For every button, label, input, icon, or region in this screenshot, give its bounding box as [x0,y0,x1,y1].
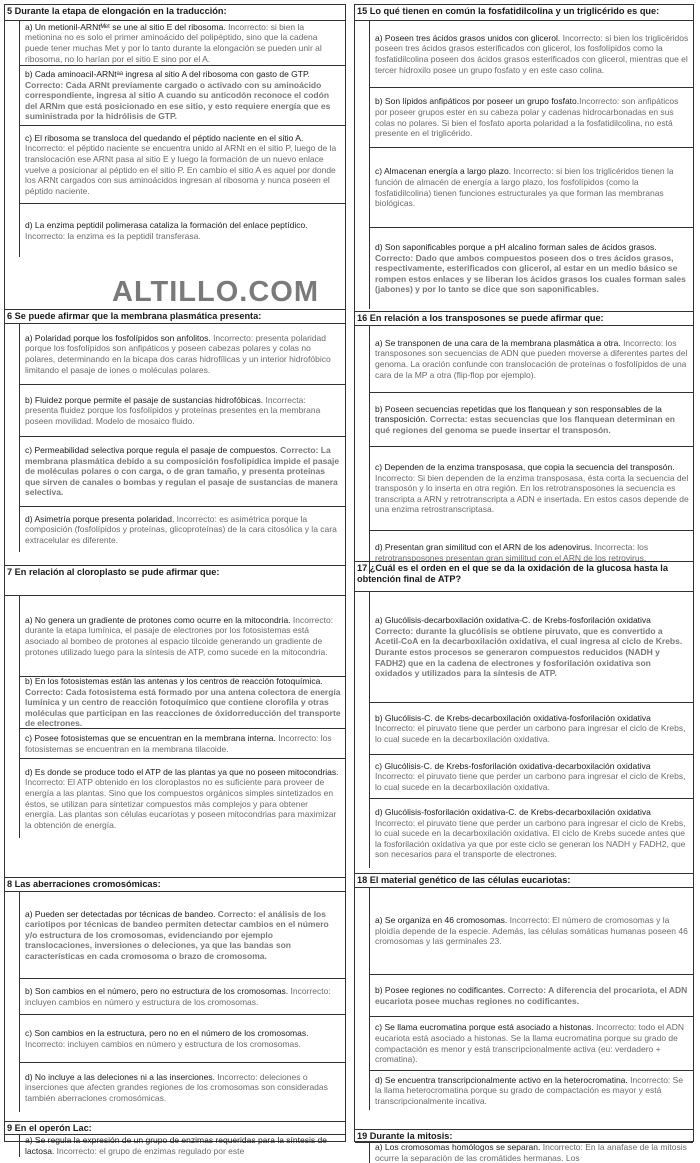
correct-explanation: Correcto: Dado que ambos compuestos poseen dos o tres ácidos grasos, respectivamente, esterificados con glicerol, al estar en un medio básico se rompen estos enlaces y se liberan los ácidos grasos los cuales forman sales (jabones) y por lo tanto se dice que son saponificables. [375,252,686,295]
question-block [355,5,693,309]
answer-option [369,1016,693,1070]
answer-option [19,65,345,125]
option-text: b) Son cambios en el número, pero no estructura de los cromosomas. [25,985,289,996]
answer-option [369,227,693,309]
incorrect-explanation: Incorrecto: incluyen cambios en número y estructura de los cromosomas. [25,985,331,1007]
incorrect-explanation: Incorrecta: presenta fluidez porque los fosfolípidos y proteínas presentes en la membrana poseen movilidad. Modelo de mosaico fluido. [25,394,321,426]
question-block [355,1129,693,1162]
answer-option [369,974,693,1016]
answer-option [369,1143,693,1163]
answer-option [19,892,345,978]
question-title: 15 Lo qué tienen en común la fosfatidilcolina y un triglicérido es que: [355,5,693,21]
question-title: 9 En el operón Lac: [5,1122,345,1135]
option-text: a) Un metionil-ARNtᴹᵉᵗ se une al sitio E del ribosoma. [25,21,226,32]
question-title: 8 Las aberraciones cromosómicas: [5,878,345,892]
answer-option [369,1070,693,1110]
question-title: 6 Se puede afirmar que la membrana plasmática presenta: [5,310,345,324]
correct-explanation: Correcta: estas secuencias que los flanquean determinan en qué regiones del genoma se puede insertar el transposón. [375,414,675,435]
question-block [355,311,693,573]
correct-explanation: Correcto: A diferencia del procariota, el ADN eucariota posee muchas regiones no codificantes. [375,984,688,1006]
option-text: b) Glucólisis-C. de Krebs-decarboxilación oxidativa-fosforilación oxidativa [375,712,651,723]
answer-option [369,592,693,702]
incorrect-explanation: Incorrecto: si bien los triglicéridos tienen la función de almacén de energía a largo plazo, los fosfolípidos (como la fosfatidilcolina) tienen funciones estructurales ya que forman las membranas biológicas. [375,166,674,209]
incorrect-explanation: Incorrecto: el piruvato tiene que perder un carbono para ingresar el ciclo de Krebs, lo cual sucede en la decarboxilación oxidativa. El ciclo de Krebs sucede antes que la fosforilación oxidativa ya que por este ciclo se generan los NADH y FADH2, que son necesarios para el transporte de electrones. [375,817,686,860]
incorrect-explanation: Incorrecto: el piruvato tiene que perder un carbono para ingresar el ciclo de Krebs, lo cual sucede en la decarboxilación oxidativa. [375,771,686,792]
answer-option [19,978,345,1014]
question-title: 18 El material genético de las células eucariotas: [355,874,693,888]
option-text: a) Poseen tres ácidos grasos unidos con glicerol. [375,32,561,43]
option-text: b) Cada aminoacil-ARNtᵃᵃ ingresa al sitio A del ribosoma con gasto de GTP. [25,69,310,80]
option-text: a) Pueden ser detectadas por técnicas de bandeo. [25,908,216,919]
option-text: a) Glucólisis-decarboxilación oxidativa-C. de Krebs-fosforilación oxidativa [375,615,651,626]
answer-option [19,758,345,838]
incorrect-explanation: Incorrecto: Si bien dependen de la enzima transposasa, ésta corta la secuencia del transposón y lo inserta en otra región. En los retrotransposones la secuencia es transcripta a ARN y retrotranscripta a ADN e insertada. En estos casos depende de una enzima retrostranscriptasa. [375,472,689,515]
option-text: a) Los cromosomas homólogos se separan. [375,1143,541,1153]
option-text: d) Presentan gran similitud con el ARN de los adenovirus. [375,541,593,552]
incorrect-explanation: Incorrecto: El número de cromosomas y la ploidía depende de la especie. Además, las células somáticas humanas poseen 46 cromosomas y las germinales 23. [375,915,688,947]
option-text: b) Posee regiones no codificantes. [375,984,506,995]
option-text: c) Almacenan energía a largo plazo. [375,166,512,177]
option-text: c) Son cambios en la estructura, pero no en el número de los cromosomas. [25,1027,309,1038]
answer-option [369,21,693,87]
answer-option [19,21,345,65]
correct-explanation: Correcto: La membrana plasmática debido a su composición fosfolipídica impide el pasaje de moléculas polares o con carga, o de gran tamaño, y presenta proteínas que sirven de canales o bombas y regulan el pasaje de sustancias de manera selectiva. [25,445,340,498]
option-text: c) Glucólisis-C. de Krebs-fosforilación oxidativa-decarboxilación oxidativa [375,760,651,771]
incorrect-explanation: Incorrecto: la enzima es la peptidil transferasa. [25,230,201,241]
question-title: 19 Durante la mitosis: [355,1130,693,1143]
answer-option [19,324,345,384]
answer-option [369,392,693,446]
incorrect-explanation: Incorrecto: si bien los triglicéridos poseen tres ácidos grasos esterificados con glicerol, los fosfolípidos como la fosfatidilcolina poseen dos ácidos grasos esterificados con glicerol, mientras que el tercer hidroxilo posee un grupo fosfato y en este caso colina. [375,32,689,75]
answer-option [369,147,693,227]
question-block [5,1121,345,1156]
option-text: c) Se llama eucromatina porque está asociado a histonas. [375,1022,594,1033]
option-text: d) Es donde se produce todo el ATP de las plantas ya que no poseen mitocondrias. [25,766,339,777]
incorrect-explanation: Incorrecto: En la anafase de la mitosis ocurre la separación de las cromátides hermanas. Los [375,1143,687,1163]
left-question-column [4,4,346,1156]
answer-option [369,87,693,147]
incorrect-explanation: Incorrecto: durante la etapa lumínica, el pasaje de electrones por los fotosistemas está asociado al bombeo de protones al espacio tilcoide generando un gradiente de protones utilizado luego para la síntesis de ATP, como sucede en la mitocondria. [25,614,334,657]
incorrect-explanation: Incorrecto: si bien la metionina no es solo el primer aminoácido del polipéptido, sino que la cadena puede tener muchas Met y por lo tanto durante la elongación se pueden unir al ribosoma, no lo harían por el sitio E sino por el A. [25,21,322,64]
correct-explanation: Correcto: durante la glucólisis se obtiene piruvato, que es convertido a Acetil-CoA en la decarboxilación oxidativa, el cual ingresa al ciclo de Krebs. Durante estos procesos se generaron compuestos reducidos (NADH y FADH2) que en la cadena de electrones y fosforilación oxidativa son oxidados y utilizados para la síntesis de ATP. [375,625,683,679]
answer-option [369,326,693,392]
incorrect-explanation: Incorrecto: incluyen cambios en número y estructura de los cromosomas. [25,1038,301,1049]
incorrect-explanation: Incorrecto: el grupo de enzimas regulado por este [54,1146,245,1156]
answer-option [19,384,345,436]
answer-option [369,702,693,754]
correct-explanation: Correcto: Cada fotosistema está formado por una antena colectora de energía lumínica y un centro de reacción fotoquímico que contiene clorofila y otras moléculas que participan en las reacciones de óxidorreducción del transporte de electrones. [25,686,341,728]
incorrect-explanation: Incorrecto: presenta polaridad porque los fosfolípidos son anfipáticos y poseen cabezas polares y colas no polares, determinando en la bicapa dos caras hidrofílicas y un interior hidrofóbico limitando el pasaje de iones o moléculas polares. [25,332,331,375]
correct-explanation: Correcto: Cada ARNt previamente cargado o activado con su aminoácido correspondiente, ingresa al sitio A cuando su anticodón reconoce el codón del ARNm que está posicionado en ese sitio, y esto requiere energía que es suministrada por la hidrólisis de GTP. [25,79,331,122]
question-title: 17 ¿Cuál es el orden en el que se da la oxidación de la glucosa hasta la obtención final de ATP? [355,562,693,592]
question-block [355,561,693,867]
answer-option [19,596,345,676]
question-title: 16 En relación a los transposones se puede afirmar que: [355,312,693,326]
answer-option [369,798,693,868]
answer-option [369,754,693,798]
answer-option [19,728,345,758]
incorrect-explanation: Incorrecto: El ATP obtenido en los cloroplastos no es suficiente para proveer de energía a las plantas. Sino que los compuestos orgánicos simples sintetizados en éstos, se utilizan para sintetizar compuestos más complejos y para obtener energía. Las plantas son células eucariotas y poseen mitocondrias para maximizar la obtención de energía. [25,777,337,830]
option-text: d) Glucólisis-fosforilación oxidativa-C. de Krebs-decarboxilación oxidativa [375,807,651,818]
question-block [5,565,345,837]
answer-option [19,203,345,257]
incorrect-explanation: Incorrecto: los fotosistemas se encuentran en la membrana tilacoide. [25,732,332,754]
question-title: 7 En relación al cloroplasto se pude afirmar que: [5,566,345,596]
answer-option [369,888,693,974]
incorrect-explanation: Incorrecto: deleciones o inserciones que afecten grandes regiones de los cromosomas son consideradas también aberraciones cromosómicas. [25,1071,328,1103]
option-text: d) Asimetría porque presenta polaridad. [25,513,175,524]
option-text: a) No genera un gradiente de protones como ocurre en la mitocondria. [25,614,291,625]
answer-option [19,1014,345,1062]
incorrect-explanation: Incorrecto: el péptido naciente se encuentra unido al ARNt en el sitio P, luego de la translocación ese ARNt pasa al sitio E y luego la formación de un nuevo enlace vuelve a posicionar al péptido en el sitio P. En cambio el sitio A es aquel por donde los ARNt cargados con sus aminoácidos ingresan al ribosoma y nunca poseen el péptido naciente. [25,143,337,196]
option-text: a) Se transponen de una cara de la membrana plasmática a otra. [375,337,621,348]
answer-option [19,676,345,728]
option-text: a) Se regula la expresión de un grupo de enzimas requeridas para la síntesis de lactosa. [25,1135,327,1156]
incorrect-explanation: Incorrecto: son anfipáticos por poseer grupos ester en su cabeza polar y cadenas hidrocarbonadas en sus colas no polares. Si bien el fosfato aporta polaridad a la fosfatidilcolina, no está presente en el triglicérido. [375,96,679,139]
incorrect-explanation: Incorrecto: es asimétrica porque la composición (fosfolípidos y proteínas, glicoproteínas) de la cara citosólica y la cara extracelular es diferente. [25,513,337,545]
answer-option [19,506,345,552]
question-block [5,5,345,257]
question-block [355,873,693,1109]
option-text: a) Se organiza en 46 cromosomas. [375,915,508,926]
question-block [5,309,345,551]
answer-option [19,125,345,203]
incorrect-explanation: Incorrecto: los transposones son secuencias de ADN que pueden moverse a diferentes partes del genoma. La oración confunde con translocación de proteínas o fosfolípidos de una cara de la MP a otra (flip-flop por ejemplo). [375,337,688,380]
answer-option [19,1062,345,1112]
option-text: d) Son saponificables porque a pH alcalino forman sales de ácidos grasos. [375,242,657,253]
option-text: b) Fluidez porque permite el pasaje de sustancias hidrofóbicas. [25,394,264,405]
watermark: ALTILLO.COM [112,276,319,308]
option-text: c) Dependen de la enzima transposasa, que copia la secuencia del transposón. [375,462,675,473]
incorrect-explanation: Incorrecto: Se la llama heterocromatina porque su grado de compactación es mayor y está transcripcionalmente incativa. [375,1074,684,1106]
option-text: b) En los fotosistemas están las antenas y los centros de reacción fotoquímica. [25,676,323,687]
option-text: d) No incluye a las deleciones ni a las inserciones. [25,1071,215,1082]
answer-option [369,446,693,530]
option-text: b) Poseen secuencias repetidas que los flanquean y son responsables de la transposición. [375,403,662,425]
question-title: 5 Durante la etapa de elongación en la traducción: [5,5,345,21]
option-text: c) El ribosoma se transloca del quedando el péptido naciente en el sitio A. [25,132,304,143]
option-text: d) La enzima peptidil polimerasa cataliza la formación del enlace peptídico. [25,219,308,230]
right-question-column [354,4,694,1163]
option-text: a) Polaridad porque los fosfolípidos son anfolitos. [25,332,211,343]
option-text: c) Permeabilidad selectiva porque regula el pasaje de compuestos. [25,445,278,456]
option-text: d) Se encuentra transcripcionalmente activo en la heterocromatina. [375,1074,628,1085]
option-text: b) Son lípidos anfipáticos por poseer un grupo fosfato. [375,96,580,107]
incorrect-explanation: Incorrecta: los retrotransposones presentan gran similitud con el ARN de los retrovirus. [375,541,649,563]
question-block [5,877,345,1111]
correct-explanation: Correcto: el análisis de los cariotipos por técnicas de bandeo permiten detectar cambios en el número y/o estructura de los cromosomas, evidenciando por ejemplo translocaciones, inversiones o deleciones, ya que las bandas son características en cada cromosoma o brazo de cromosoma. [25,908,329,961]
incorrect-explanation: Incorrecto: el piruvato tiene que perder un carbono para ingresar el ciclo de Krebs, lo cual sucede en la decarboxilación oxidativa. [375,723,686,744]
answer-option [19,436,345,506]
option-text: c) Posee fotosistemas que se encuentran en la membrana interna. [25,732,276,743]
incorrect-explanation: Incorrecto: todo el ADN eucariota está asociado a histonas. Se la llama eucromatina porque su grado de compactación es menor y está transcripcionalmente activa (eu: verdadero + cromatina). [375,1022,685,1065]
